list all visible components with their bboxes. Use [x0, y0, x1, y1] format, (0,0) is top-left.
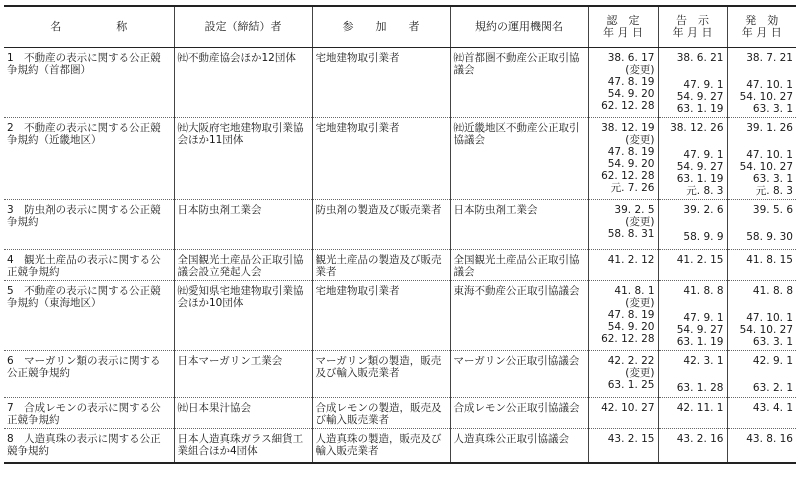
cell-approval	[588, 48, 658, 118]
header-notice-label: 告 示	[676, 14, 709, 27]
cell-effective	[727, 250, 796, 281]
header-effective-ymd: 年 月 日	[741, 26, 782, 39]
effective-date: 63. 3. 1	[752, 173, 793, 185]
header-name: 名 称	[4, 6, 174, 48]
effective-date: 47. 10. 1	[746, 79, 793, 91]
effective-date: 39. 1. 26	[746, 122, 793, 134]
cell-name: 7 合成レモンの表示に関する公正競争規約	[4, 398, 174, 429]
table-body	[4, 48, 796, 463]
cell-effective	[727, 118, 796, 200]
cell-effective	[727, 429, 796, 463]
approval-date: 43. 2. 15	[607, 433, 655, 445]
notice-date: 39. 2. 6	[683, 204, 724, 216]
approval-date: 62. 12. 28	[601, 170, 655, 182]
cell-effective	[727, 351, 796, 398]
cell-effective	[727, 200, 796, 250]
header-setter: 設定（締結）者	[174, 6, 312, 48]
cell-setter: ㈳愛知県宅地建物取引業協会ほか10団体	[174, 281, 312, 351]
effective-date: 58. 9. 30	[746, 231, 793, 243]
cell-notice	[658, 200, 727, 250]
notice-date: 41. 8. 8	[683, 285, 724, 297]
cell-participant: マーガリン類の製造，販売及び輸入販売業者	[312, 351, 450, 398]
cell-setter: 日本防虫剤工業会	[174, 200, 312, 250]
cell-approval	[588, 200, 658, 250]
cell-approval	[588, 281, 658, 351]
effective-date: 43. 4. 1	[752, 402, 793, 414]
notice-date: 47. 9. 1	[683, 149, 724, 161]
effective-date: 38. 7. 21	[746, 52, 793, 64]
approval-date: 47. 8. 19	[607, 309, 655, 321]
notice-date: 63. 1. 19	[676, 173, 724, 185]
notice-date: 63. 1. 19	[676, 336, 724, 348]
cell-notice	[658, 351, 727, 398]
approval-date: 54. 9. 20	[607, 158, 655, 170]
cell-name: 6 マーガリン類の表示に関する公正競争規約	[4, 351, 174, 398]
cell-notice	[658, 398, 727, 429]
notice-date: 38. 12. 26	[670, 122, 724, 134]
notice-date: 47. 9. 1	[683, 312, 724, 324]
cell-name: 8 人造真珠の表示に関する公正競争規約	[4, 429, 174, 463]
cell-operator: 合成レモン公正取引協議会	[450, 398, 588, 429]
cell-participant: 宅地建物取引業者	[312, 118, 450, 200]
header-participant: 参 加 者	[312, 6, 450, 48]
table-row	[4, 250, 796, 281]
approval-date: 54. 9. 20	[607, 321, 655, 333]
cell-operator: 人造真珠公正取引協議会	[450, 429, 588, 463]
effective-date: 63. 3. 1	[752, 336, 793, 348]
cell-setter: ㈳日本果汁協会	[174, 398, 312, 429]
cell-setter: ㈳大阪府宅地建物取引業協会ほか11団体	[174, 118, 312, 200]
regulations-table	[4, 5, 796, 464]
cell-participant: 合成レモンの製造，販売及び輸入販売業者	[312, 398, 450, 429]
approval-date: (変更)	[625, 367, 655, 379]
notice-date: 54. 9. 27	[676, 161, 724, 173]
notice-date: 63. 1. 28	[676, 382, 724, 394]
effective-date: 41. 8. 15	[746, 254, 793, 266]
notice-date: 43. 2. 16	[676, 433, 724, 445]
notice-date: 42. 11. 1	[676, 402, 724, 414]
approval-date: 41. 8. 1	[614, 285, 655, 297]
cell-participant: 防虫剤の製造及び販売業者	[312, 200, 450, 250]
cell-name: 5 不動産の表示に関する公正競争規約（東海地区）	[4, 281, 174, 351]
cell-effective	[727, 48, 796, 118]
cell-approval	[588, 118, 658, 200]
approval-date: 47. 8. 19	[607, 146, 655, 158]
table-row	[4, 351, 796, 398]
approval-date: (変更)	[625, 64, 655, 76]
approval-date: 63. 1. 25	[607, 379, 655, 391]
effective-date: 54. 10. 27	[739, 324, 793, 336]
cell-approval	[588, 398, 658, 429]
approval-date: 54. 9. 20	[607, 88, 655, 100]
header-row	[4, 6, 796, 48]
header-operator: 規約の運用機関名	[450, 6, 588, 48]
notice-date: 元. 8. 3	[686, 185, 724, 197]
header-notice-ymd: 年 月 日	[672, 26, 713, 39]
cell-participant: 宅地建物取引業者	[312, 48, 450, 118]
table-row	[4, 200, 796, 250]
table-row	[4, 398, 796, 429]
notice-date: 38. 6. 21	[676, 52, 724, 64]
cell-setter: ㈳不動産協会ほか12団体	[174, 48, 312, 118]
cell-notice	[658, 250, 727, 281]
header-approval-label: 認 定	[606, 14, 640, 27]
cell-operator: マーガリン公正取引協議会	[450, 351, 588, 398]
cell-approval	[588, 429, 658, 463]
effective-date: 47. 10. 1	[746, 149, 793, 161]
cell-setter: 全国観光土産品公正取引協議会設立発起人会	[174, 250, 312, 281]
cell-effective	[727, 281, 796, 351]
effective-date: 42. 9. 1	[752, 355, 793, 367]
header-notice	[658, 6, 727, 48]
header-approval-ymd: 年 月 日	[603, 26, 643, 39]
notice-date: 47. 9. 1	[683, 79, 724, 91]
approval-date: 41. 2. 12	[607, 254, 655, 266]
approval-date: 47. 8. 19	[607, 76, 655, 88]
approval-date: 39. 2. 5	[614, 204, 655, 216]
effective-date: 39. 5. 6	[752, 204, 793, 216]
approval-date: 元. 7. 26	[610, 182, 655, 194]
cell-effective	[727, 398, 796, 429]
header-effective-label: 発 効	[745, 14, 779, 27]
approval-date: (変更)	[625, 134, 655, 146]
approval-date: 42. 10. 27	[601, 402, 655, 414]
notice-date: 58. 9. 9	[683, 231, 724, 243]
cell-notice	[658, 118, 727, 200]
notice-date: 42. 3. 1	[683, 355, 724, 367]
header-approval	[588, 6, 658, 48]
cell-name: 3 防虫剤の表示に関する公正競争規約	[4, 200, 174, 250]
effective-date: 54. 10. 27	[739, 161, 793, 173]
cell-operator: 東海不動産公正取引協議会	[450, 281, 588, 351]
header-effective	[727, 6, 796, 48]
cell-setter: 日本マーガリン工業会	[174, 351, 312, 398]
cell-name: 1 不動産の表示に関する公正競争規約（首都圏）	[4, 48, 174, 118]
notice-date: 54. 9. 27	[676, 324, 724, 336]
cell-operator: 日本防虫剤工業会	[450, 200, 588, 250]
cell-name: 4 観光土産品の表示に関する公正競争規約	[4, 250, 174, 281]
table-row	[4, 118, 796, 200]
approval-date: 38. 12. 19	[601, 122, 655, 134]
cell-notice	[658, 281, 727, 351]
cell-operator: 全国観光土産品公正取引協議会	[450, 250, 588, 281]
approval-date: 42. 2. 22	[607, 355, 655, 367]
cell-approval	[588, 351, 658, 398]
table-row	[4, 429, 796, 463]
cell-operator: ㈳近畿地区不動産公正取引協議会	[450, 118, 588, 200]
effective-date: 63. 2. 1	[752, 382, 793, 394]
approval-date: (変更)	[625, 297, 655, 309]
effective-date: 63. 3. 1	[752, 103, 793, 115]
effective-date: 元. 8. 3	[755, 185, 793, 197]
cell-approval	[588, 250, 658, 281]
notice-date: 41. 2. 15	[676, 254, 724, 266]
cell-participant: 人造真珠の製造，販売及び輸入販売業者	[312, 429, 450, 463]
notice-date: 54. 9. 27	[676, 91, 724, 103]
cell-participant: 観光土産品の製造及び販売業者	[312, 250, 450, 281]
cell-setter: 日本人造真珠ガラス細貨工業組合ほか4団体	[174, 429, 312, 463]
approval-date: 62. 12. 28	[601, 100, 655, 112]
approval-date: 58. 8. 31	[607, 228, 655, 240]
cell-name: 2 不動産の表示に関する公正競争規約（近畿地区）	[4, 118, 174, 200]
approval-date: 62. 12. 28	[601, 333, 655, 345]
notice-date: 63. 1. 19	[676, 103, 724, 115]
approval-date: 38. 6. 17	[607, 52, 655, 64]
cell-notice	[658, 48, 727, 118]
table-row	[4, 48, 796, 118]
cell-notice	[658, 429, 727, 463]
approval-date: (変更)	[625, 216, 655, 228]
effective-date: 43. 8. 16	[746, 433, 793, 445]
table-row	[4, 281, 796, 351]
cell-participant: 宅地建物取引業者	[312, 281, 450, 351]
effective-date: 41. 8. 8	[752, 285, 793, 297]
effective-date: 54. 10. 27	[739, 91, 793, 103]
cell-operator: ㈳首都圏不動産公正取引協議会	[450, 48, 588, 118]
effective-date: 47. 10. 1	[746, 312, 793, 324]
